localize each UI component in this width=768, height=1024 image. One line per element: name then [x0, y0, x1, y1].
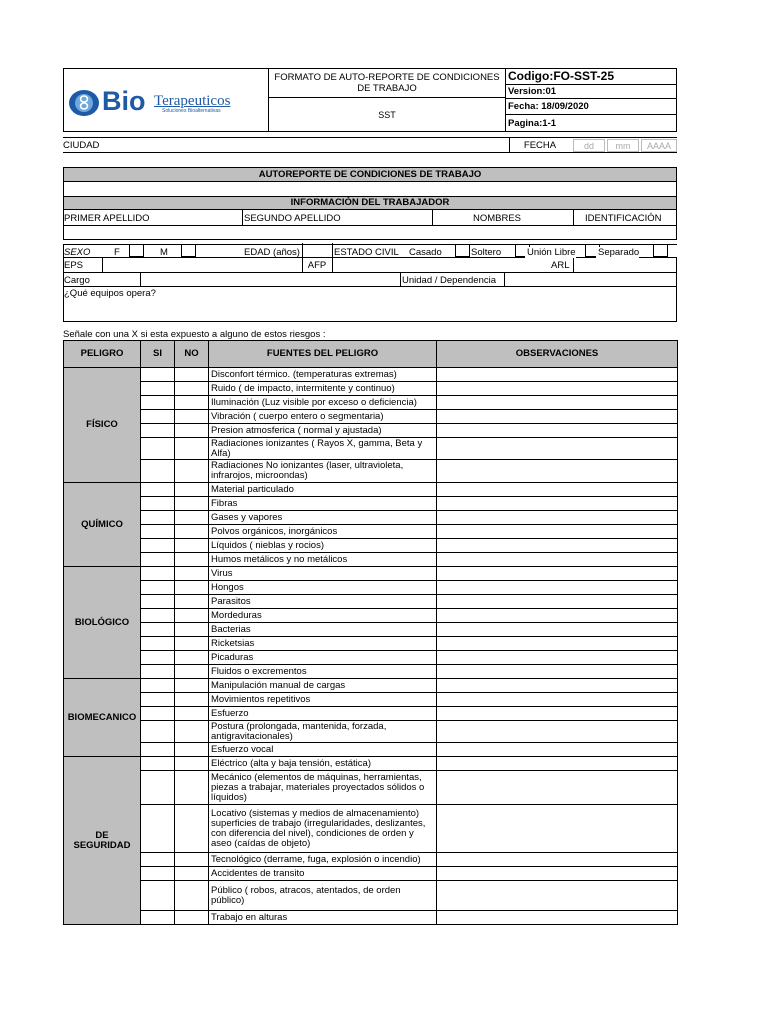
hazard-source: Ruido ( de impacto, intermitente y continuo) [209, 382, 437, 396]
hazard-source: Manipulación manual de cargas [209, 679, 437, 693]
observation-cell[interactable] [437, 679, 678, 693]
no-cell[interactable] [175, 567, 209, 581]
risk-row [64, 911, 678, 925]
hazard-source: Mordeduras [209, 609, 437, 623]
header-fuentes: FUENTES DEL PELIGRO [209, 341, 437, 368]
observation-cell[interactable] [437, 651, 678, 665]
doc-page: Pagina:1-1 [508, 118, 557, 129]
hazard-category: BIOLÓGICO [64, 567, 141, 679]
no-cell[interactable] [175, 693, 209, 707]
no-cell[interactable] [175, 707, 209, 721]
no-cell[interactable] [175, 665, 209, 679]
date-year-field[interactable]: AAAA [641, 139, 677, 152]
hazard-source: Vibración ( cuerpo entero o segmentaria) [209, 410, 437, 424]
sexo-label: SEXO [64, 247, 91, 258]
unidad-label: Unidad / Dependencia [402, 275, 497, 286]
si-cell[interactable] [141, 539, 175, 553]
observation-cell[interactable] [437, 438, 678, 460]
observation-cell[interactable] [437, 595, 678, 609]
hazard-source: Picaduras [209, 651, 437, 665]
ciudad-label: CIUDAD [63, 140, 100, 151]
arl-label: ARL [551, 260, 570, 271]
risk-row [64, 623, 678, 637]
si-cell[interactable] [141, 623, 175, 637]
header-peligro: PELIGRO [64, 341, 141, 368]
estado-civil-label: ESTADO CIVIL [334, 247, 399, 258]
identificacion-label: IDENTIFICACIÓN [585, 213, 662, 224]
hazard-category: FÍSICO [64, 368, 141, 483]
observation-cell[interactable] [437, 410, 678, 424]
logo [64, 69, 269, 131]
no-cell[interactable] [175, 460, 209, 483]
no-cell[interactable] [175, 410, 209, 424]
no-cell[interactable] [175, 771, 209, 805]
si-cell[interactable] [141, 581, 175, 595]
hazard-source: Humos metálicos y no metálicos [209, 553, 437, 567]
header-no: NO [175, 341, 209, 368]
no-cell[interactable] [175, 651, 209, 665]
si-cell[interactable] [141, 757, 175, 771]
observation-cell[interactable] [437, 609, 678, 623]
si-cell[interactable] [141, 665, 175, 679]
risk-row [64, 483, 678, 497]
logo-emblem-icon [68, 89, 100, 117]
edad-label: EDAD (años) [244, 247, 300, 258]
si-cell[interactable] [141, 911, 175, 925]
risk-row [64, 867, 678, 881]
risk-row [64, 368, 678, 382]
si-cell[interactable] [141, 438, 175, 460]
risk-row [64, 707, 678, 721]
risk-row [64, 881, 678, 911]
hazard-source: Hongos [209, 581, 437, 595]
si-cell[interactable] [141, 771, 175, 805]
si-cell[interactable] [141, 410, 175, 424]
risk-row [64, 424, 678, 438]
observation-cell[interactable] [437, 881, 678, 911]
observation-cell[interactable] [437, 382, 678, 396]
hazard-source: Ricketsias [209, 637, 437, 651]
risk-row [64, 396, 678, 410]
observation-cell[interactable] [437, 396, 678, 410]
si-cell[interactable] [141, 396, 175, 410]
hazard-source: Material particulado [209, 483, 437, 497]
no-cell[interactable] [175, 382, 209, 396]
nombres-label: NOMBRES [472, 213, 522, 224]
observation-cell[interactable] [437, 623, 678, 637]
hazard-category: DE SEGURIDAD [64, 757, 141, 925]
si-cell[interactable] [141, 637, 175, 651]
doc-version: Version:01 [508, 86, 557, 97]
hazard-source: Presion atmosferica ( normal y ajustada) [209, 424, 437, 438]
observation-cell[interactable] [437, 743, 678, 757]
observation-cell[interactable] [437, 497, 678, 511]
hazard-source: Eléctrico (alta y baja tensión, estática) [209, 757, 437, 771]
observation-cell[interactable] [437, 693, 678, 707]
sex-m-label: M [160, 247, 168, 258]
hazard-source: Accidentes de transito [209, 867, 437, 881]
risk-row [64, 410, 678, 424]
risk-row [64, 460, 678, 483]
no-cell[interactable] [175, 595, 209, 609]
no-cell[interactable] [175, 396, 209, 410]
union-libre-label: Unión Libre [527, 247, 576, 258]
si-cell[interactable] [141, 595, 175, 609]
observation-cell[interactable] [437, 805, 678, 853]
si-cell[interactable] [141, 805, 175, 853]
observation-cell[interactable] [437, 511, 678, 525]
si-cell[interactable] [141, 553, 175, 567]
cargo-row [63, 273, 677, 287]
observation-cell[interactable] [437, 911, 678, 925]
observation-cell[interactable] [437, 867, 678, 881]
observation-cell[interactable] [437, 707, 678, 721]
no-cell[interactable] [175, 743, 209, 757]
observation-cell[interactable] [437, 721, 678, 743]
si-cell[interactable] [141, 525, 175, 539]
si-cell[interactable] [141, 651, 175, 665]
observation-cell[interactable] [437, 539, 678, 553]
observation-cell[interactable] [437, 553, 678, 567]
form-title: FORMATO DE AUTO-REPORTE DE CONDICIONES DE TRABAJO [274, 72, 500, 94]
soltero-label: Soltero [471, 247, 502, 258]
si-cell[interactable] [141, 721, 175, 743]
risk-row [64, 743, 678, 757]
no-cell[interactable] [175, 497, 209, 511]
separado-checkbox[interactable] [653, 244, 668, 257]
hazard-source: Locativo (sistemas y medios de almacenamiento) superficies de trabajo (irregularidades, deslizantes, con diferencia del nivel), condiciones de orden y aseo (caídas de objeto) [209, 805, 437, 853]
no-cell[interactable] [175, 581, 209, 595]
no-cell[interactable] [175, 553, 209, 567]
casado-label: Casado [409, 247, 442, 258]
si-cell[interactable] [141, 609, 175, 623]
risk-row [64, 757, 678, 771]
risk-row [64, 497, 678, 511]
observation-cell[interactable] [437, 637, 678, 651]
fecha-label: FECHA [523, 140, 557, 151]
si-cell[interactable] [141, 867, 175, 881]
city-row [63, 137, 677, 153]
hazard-source: Disconfort térmico. (temperaturas extremas) [209, 368, 437, 382]
sex-m-checkbox[interactable] [181, 244, 196, 257]
si-cell[interactable] [141, 743, 175, 757]
logo-main-text: Bio [102, 86, 146, 116]
hazard-source: Esfuerzo vocal [209, 743, 437, 757]
observation-cell[interactable] [437, 525, 678, 539]
hazard-source: Tecnológico (derrame, fuga, explosión o incendio) [209, 853, 437, 867]
no-cell[interactable] [175, 637, 209, 651]
sex-f-label: F [114, 247, 120, 258]
si-cell[interactable] [141, 497, 175, 511]
si-cell[interactable] [141, 511, 175, 525]
afp-label: AFP [307, 260, 327, 271]
no-cell[interactable] [175, 911, 209, 925]
casado-checkbox[interactable] [455, 244, 470, 257]
risk-row [64, 581, 678, 595]
hazard-source: Mecánico (elementos de máquinas, herramientas, piezas a trabajar, materiales proyectados sólidos o líquidos) [209, 771, 437, 805]
risk-row [64, 665, 678, 679]
no-cell[interactable] [175, 867, 209, 881]
logo-tagline: Soluciones Bioalternativas [162, 108, 221, 114]
observation-cell[interactable] [437, 483, 678, 497]
si-cell[interactable] [141, 382, 175, 396]
observation-cell[interactable] [437, 567, 678, 581]
no-cell[interactable] [175, 623, 209, 637]
si-cell[interactable] [141, 483, 175, 497]
hazard-source: Bacterias [209, 623, 437, 637]
equipos-label: ¿Qué equipos opera? [64, 288, 156, 299]
si-cell[interactable] [141, 679, 175, 693]
risk-row [64, 525, 678, 539]
separado-label: Separado [598, 247, 640, 258]
risk-row [64, 693, 678, 707]
observation-cell[interactable] [437, 581, 678, 595]
sex-f-checkbox[interactable] [129, 244, 144, 257]
risk-row [64, 853, 678, 867]
worker-info-title: INFORMACIÓN DEL TRABAJADOR [63, 196, 677, 210]
date-day-field[interactable]: dd [573, 139, 605, 152]
hazard-source: Fibras [209, 497, 437, 511]
eps-row [63, 258, 677, 273]
risk-row [64, 805, 678, 853]
eps-label: EPS [64, 260, 84, 271]
observation-cell[interactable] [437, 771, 678, 805]
date-month-field[interactable]: mm [607, 139, 639, 152]
cargo-label: Cargo [64, 275, 90, 286]
logo-sub-text: Terapeuticos [154, 93, 231, 109]
si-cell[interactable] [141, 881, 175, 911]
risk-row [64, 595, 678, 609]
no-cell[interactable] [175, 609, 209, 623]
no-cell[interactable] [175, 368, 209, 382]
header-si: SI [141, 341, 175, 368]
hazard-source: Postura (prolongada, mantenida, forzada, antigravitacionales) [209, 721, 437, 743]
si-cell[interactable] [141, 424, 175, 438]
risk-row [64, 771, 678, 805]
hazard-source: Movimientos repetitivos [209, 693, 437, 707]
no-cell[interactable] [175, 679, 209, 693]
no-cell[interactable] [175, 757, 209, 771]
hazard-source: Polvos orgánicos, inorgánicos [209, 525, 437, 539]
risk-row [64, 609, 678, 623]
observation-cell[interactable] [437, 460, 678, 483]
hazard-source: Gases y vapores [209, 511, 437, 525]
observation-cell[interactable] [437, 757, 678, 771]
no-cell[interactable] [175, 853, 209, 867]
observation-cell[interactable] [437, 665, 678, 679]
hazard-source: Virus [209, 567, 437, 581]
department-label: SST [378, 110, 396, 120]
si-cell[interactable] [141, 460, 175, 483]
risk-row [64, 567, 678, 581]
risk-row [64, 637, 678, 651]
no-cell[interactable] [175, 805, 209, 853]
si-cell[interactable] [141, 853, 175, 867]
risk-row [64, 382, 678, 396]
primer-apellido-label: PRIMER APELLIDO [64, 213, 150, 224]
si-cell[interactable] [141, 567, 175, 581]
instruction-text: Señale con una X si esta expuesto a alguno de estos riesgos : [63, 329, 326, 340]
observation-cell[interactable] [437, 368, 678, 382]
hazard-source: Líquidos ( nieblas y rocios) [209, 539, 437, 553]
hazard-source: Radiaciones No ionizantes (laser, ultravioleta, infrarojos, microondas) [209, 460, 437, 483]
risk-row [64, 679, 678, 693]
no-cell[interactable] [175, 525, 209, 539]
risk-table [63, 340, 678, 925]
hazard-source: Trabajo en alturas [209, 911, 437, 925]
doc-date: Fecha: 18/09/2020 [508, 101, 589, 112]
no-cell[interactable] [175, 539, 209, 553]
si-cell[interactable] [141, 368, 175, 382]
risk-row [64, 651, 678, 665]
section-title: AUTOREPORTE DE CONDICIONES DE TRABAJO [63, 167, 677, 182]
hazard-source: Radiaciones ionizantes ( Rayos X, gamma, Beta y Alfa) [209, 438, 437, 460]
no-cell[interactable] [175, 511, 209, 525]
hazard-source: Público ( robos, atracos, atentados, de orden público) [209, 881, 437, 911]
hazard-source: Esfuerzo [209, 707, 437, 721]
worker-names-row [63, 210, 677, 240]
observation-cell[interactable] [437, 424, 678, 438]
observation-cell[interactable] [437, 853, 678, 867]
risk-row [64, 721, 678, 743]
hazard-source: Iluminación (Luz visible por exceso o deficiencia) [209, 396, 437, 410]
no-cell[interactable] [175, 424, 209, 438]
no-cell[interactable] [175, 881, 209, 911]
risk-row [64, 511, 678, 525]
no-cell[interactable] [175, 483, 209, 497]
hazard-source: Parasitos [209, 595, 437, 609]
risk-row [64, 553, 678, 567]
si-cell[interactable] [141, 707, 175, 721]
risk-row [64, 539, 678, 553]
document-header [63, 68, 677, 132]
risk-row [64, 438, 678, 460]
si-cell[interactable] [141, 693, 175, 707]
no-cell[interactable] [175, 721, 209, 743]
no-cell[interactable] [175, 438, 209, 460]
worker-status-row [63, 244, 677, 258]
doc-code: Codigo:FO-SST-25 [508, 69, 614, 83]
hazard-category: BIOMECANICO [64, 679, 141, 757]
hazard-category: QUÍMICO [64, 483, 141, 567]
equipos-row [63, 287, 677, 322]
header-observaciones: OBSERVACIONES [437, 341, 678, 368]
segundo-apellido-label: SEGUNDO APELLIDO [244, 213, 341, 224]
hazard-source: Fluidos o excrementos [209, 665, 437, 679]
